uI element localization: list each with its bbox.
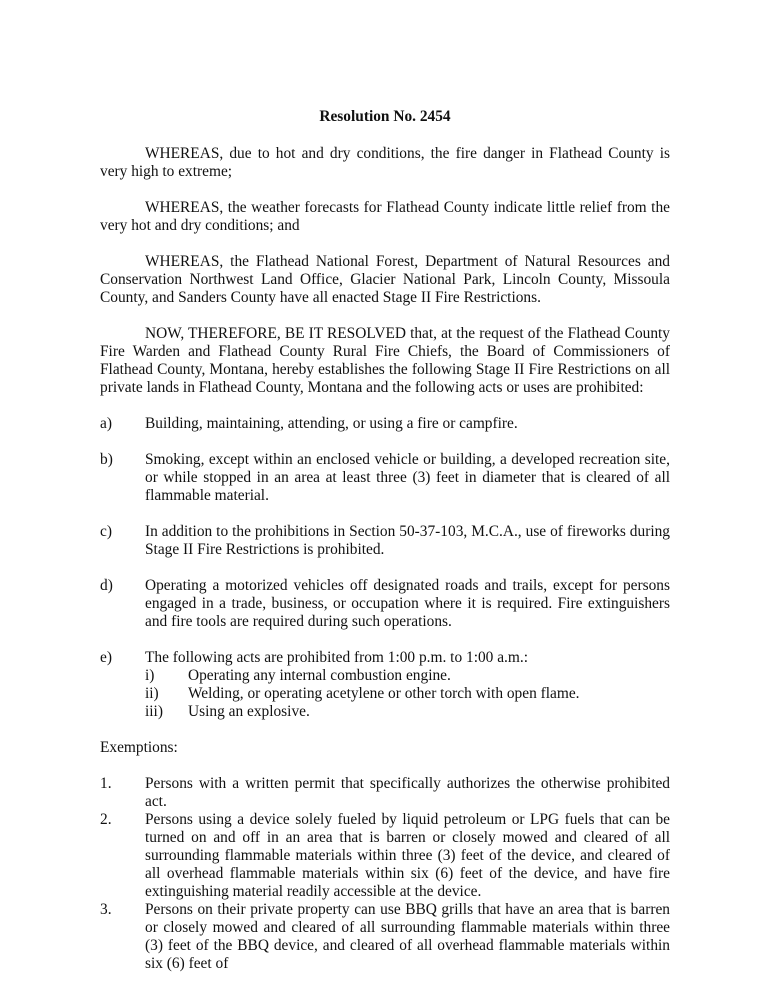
prohibition-item: [100, 451, 670, 505]
item-text: Operating a motorized vehicles off designated roads and trails, except for persons engaged in a trade, business, or occupation where it is required. Fire extinguishers and fire tools are required during such operations.: [145, 577, 670, 630]
sub-item: [145, 685, 670, 703]
document-page: [100, 108, 670, 973]
item-text: Smoking, except within an enclosed vehicle or building, a developed recreation site, or while stopped in an area at least three (3) feet in diameter that is cleared of all flammable material.: [145, 451, 670, 504]
item-text: In addition to the prohibitions in Section 50-37-103, M.C.A., use of fireworks during Stage II Fire Restrictions is prohibited.: [145, 523, 670, 558]
sub-item-label: ii): [145, 685, 159, 702]
exemption-item: [100, 775, 670, 811]
sub-item-label: i): [145, 667, 155, 684]
item-label: 2.: [100, 811, 112, 828]
sub-item-label: iii): [145, 703, 163, 720]
whereas-paragraph: WHEREAS, the weather forecasts for Flathead County indicate little relief from the very hot and dry conditions; and: [100, 199, 670, 234]
whereas-paragraph: WHEREAS, the Flathead National Forest, Department of Natural Resources and Conservation Northwest Land Office, Glacier National Park, Lincoln County, Missoula County, and Sanders County have all enacted Stage II Fire Restrictions.: [100, 253, 670, 306]
item-label: b): [100, 451, 113, 468]
item-text: Persons using a device solely fueled by liquid petroleum or LPG fuels that can be turned on and off in an area that is barren or closely mowed and cleared of all surrounding flammable materials within three (3) feet of the device, and cleared of all overhead flammable materials within six (6) feet of the device, and have fire extinguishing material readily accessible at the device.: [145, 811, 670, 900]
exemption-item: [100, 901, 670, 973]
whereas-paragraph: WHEREAS, due to hot and dry conditions, the fire danger in Flathead County is very high to extreme;: [100, 145, 670, 180]
prohibition-item: [100, 649, 670, 721]
sub-item-text: Welding, or operating acetylene or other torch with open flame.: [188, 685, 580, 702]
item-text: Persons with a written permit that specifically authorizes the otherwise prohibited act.: [145, 775, 670, 810]
item-label: c): [100, 523, 112, 540]
resolved-paragraph: NOW, THEREFORE, BE IT RESOLVED that, at the request of the Flathead County Fire Warden and Flathead County Rural Fire Chiefs, the Board of Commissioners of Flathead County, Montana, hereby establishes the following Stage II Fire Restrictions on all private lands in Flathead County, Montana and the following acts or uses are prohibited:: [100, 325, 670, 396]
item-label: a): [100, 415, 112, 432]
item-text: Building, maintaining, attending, or using a fire or campfire.: [145, 415, 518, 432]
sub-item-text: Operating any internal combustion engine.: [188, 667, 451, 684]
sub-item-text: Using an explosive.: [188, 703, 310, 720]
item-label: 3.: [100, 901, 112, 918]
item-label: 1.: [100, 775, 112, 792]
sub-item: [145, 667, 670, 685]
prohibition-item: [100, 523, 670, 559]
item-label: d): [100, 577, 113, 594]
item-label: e): [100, 649, 112, 666]
exemptions-heading: Exemptions:: [100, 739, 178, 756]
prohibition-item: [100, 415, 670, 433]
prohibition-item: [100, 577, 670, 631]
sub-item: [145, 703, 670, 721]
item-text: The following acts are prohibited from 1:00 p.m. to 1:00 a.m.:: [145, 649, 528, 666]
item-text: Persons on their private property can use BBQ grills that have an area that is barren or closely mowed and cleared of all surrounding flammable materials within three (3) feet of the BBQ device, and cleared of all overhead flammable materials within six (6) feet of: [145, 901, 670, 972]
exemption-item: [100, 811, 670, 901]
resolution-title: Resolution No. 2454: [319, 108, 451, 125]
exemptions-list: [100, 775, 670, 973]
